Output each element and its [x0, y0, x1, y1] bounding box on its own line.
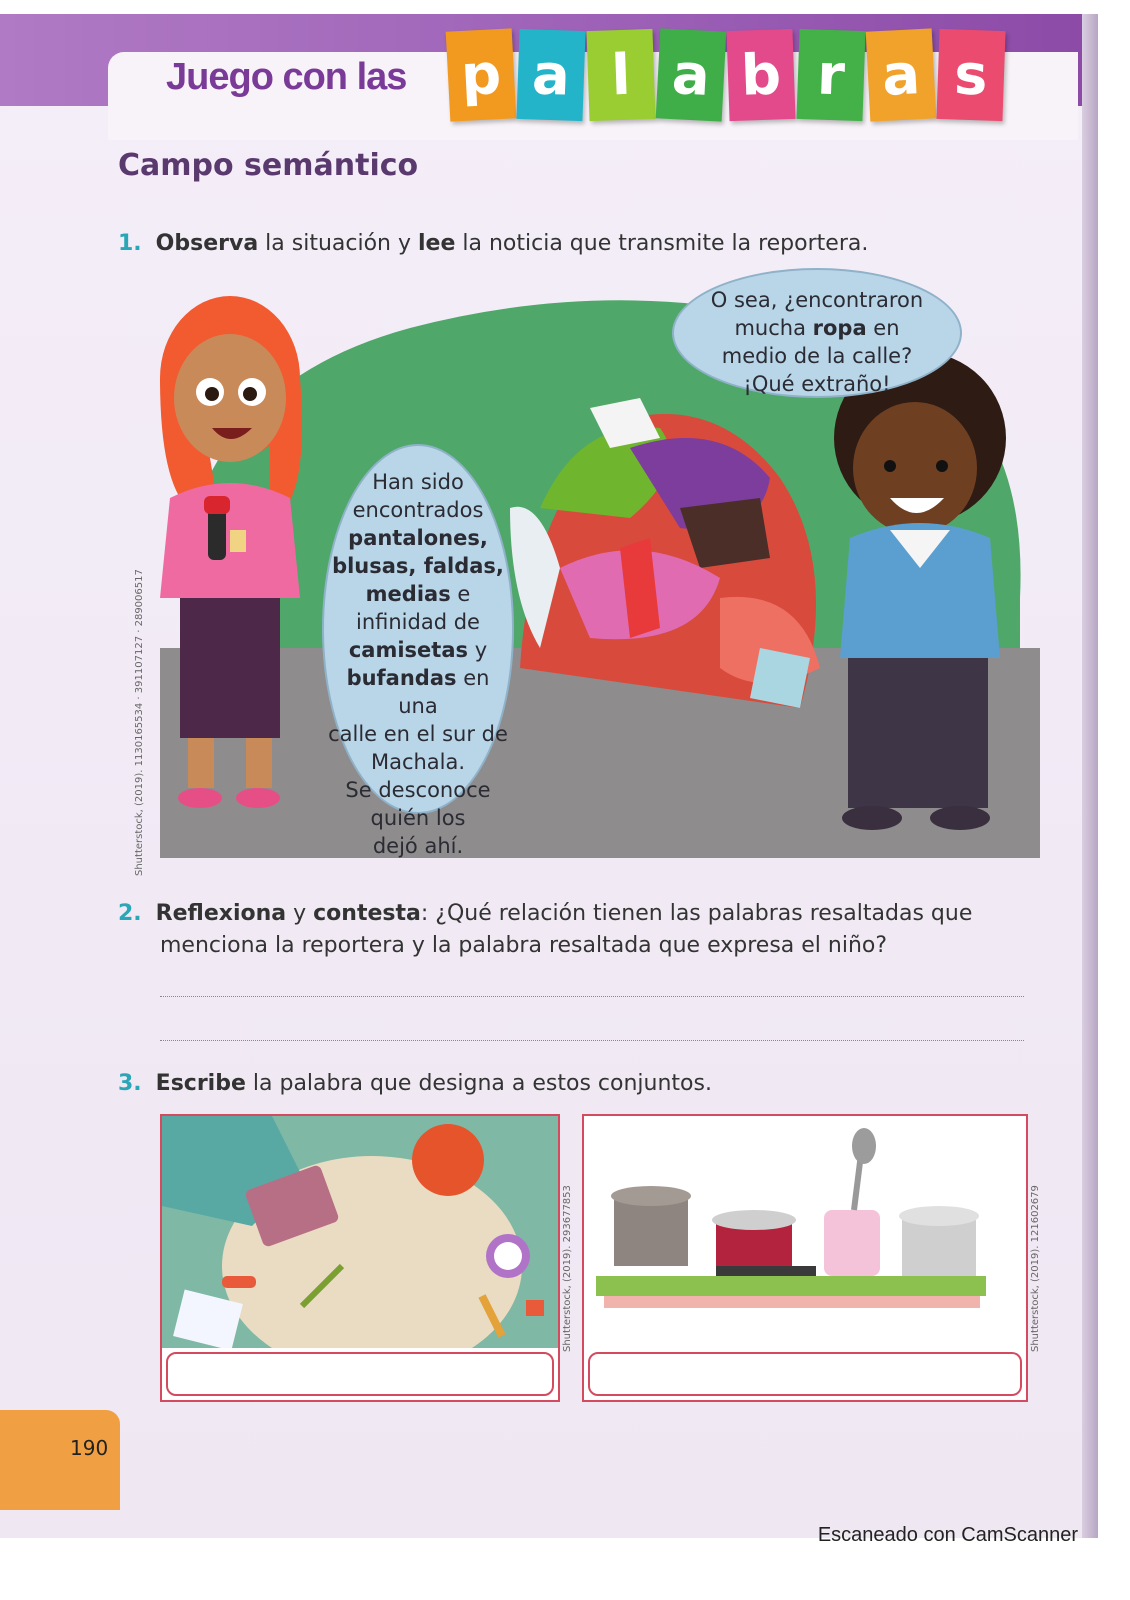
answer-field[interactable]: [588, 1352, 1022, 1396]
boy: [834, 352, 1006, 830]
image-credit: Shutterstock, (2019). 293677853: [562, 1185, 573, 1352]
letter-tile: a: [866, 28, 937, 121]
letter-tile: p: [446, 28, 517, 121]
page-title: Juego con las: [166, 56, 407, 98]
question-1: 1. Observa la situación y lee la noticia que transmite la reportera.: [118, 231, 869, 256]
question-number: 1.: [118, 231, 142, 256]
question-number: 3.: [118, 1071, 142, 1096]
image-credit: Shutterstock, (2019). 121602679: [1030, 1185, 1041, 1352]
school-supplies-illustration: [162, 1116, 558, 1348]
image-credit: Shutterstock, (2019). 1130165534 · 391107127 · 289006517: [134, 569, 145, 876]
letter-tile: a: [516, 29, 585, 121]
answer-field[interactable]: [166, 1352, 554, 1396]
boy-speech-bubble: O sea, ¿encontraron mucha ropa en medio de la calle? ¡Qué extraño!: [672, 268, 962, 398]
page-edge: [1082, 14, 1098, 1538]
question-number: 2.: [118, 901, 142, 926]
section-title: Campo semántico: [118, 148, 419, 183]
reporter-speech-bubble: Han sido encontrados pantalones, blusas, faldas, medias e infinidad de camisetas y bufandas en una calle en el sur de Machala. Se desconoce quién los dejó ahí.: [322, 444, 514, 814]
letter-tile: l: [586, 29, 655, 121]
question-3: 3. Escribe la palabra que designa a estos conjuntos.: [118, 1071, 712, 1096]
page-number: 190: [70, 1436, 109, 1460]
question-2-line-2: menciona la reportera y la palabra resaltada que expresa el niño?: [160, 933, 888, 958]
scanner-watermark: Escaneado con CamScanner: [817, 1524, 1078, 1546]
school-supplies-panel: [160, 1114, 560, 1402]
letter-tile: b: [726, 29, 795, 121]
letter-tile: r: [796, 29, 865, 121]
illustration-scene: [160, 268, 1040, 858]
kitchen-pots-panel: [582, 1114, 1028, 1402]
answer-line[interactable]: [160, 1040, 1024, 1041]
kitchen-pots-illustration: [584, 1116, 1026, 1348]
letter-tile: a: [656, 28, 727, 121]
question-2: 2. Reflexiona y contesta: ¿Qué relación tienen las palabras resaltadas que: [118, 901, 973, 926]
word-tiles: [448, 30, 1004, 120]
page-number-tab: [0, 1410, 120, 1510]
answer-line[interactable]: [160, 996, 1024, 997]
letter-tile: s: [936, 29, 1005, 121]
